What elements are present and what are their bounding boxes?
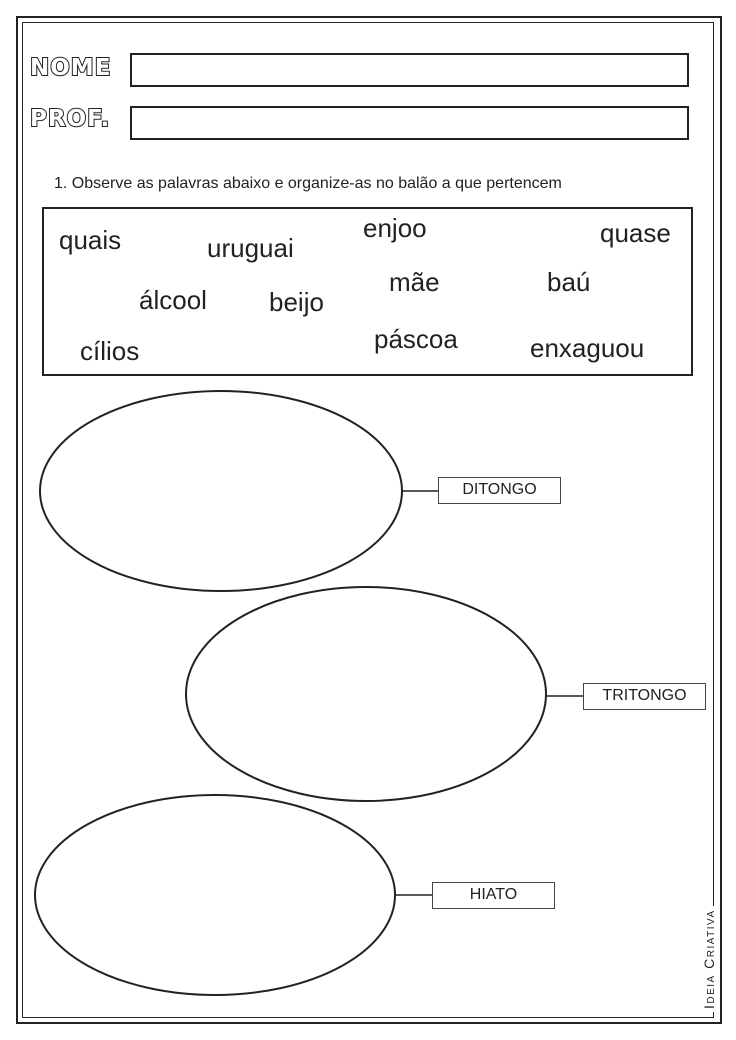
ditongo-balloon[interactable] (40, 391, 402, 591)
hiato-label: HIATO (432, 882, 555, 909)
word-item: páscoa (374, 324, 458, 354)
brand-watermark: Ideia Criativa (701, 906, 717, 1012)
word-item: quais (59, 225, 122, 255)
word-item: mãe (389, 267, 440, 297)
name-label: NOME (30, 55, 112, 81)
instruction-text: 1. Observe as palavras abaixo e organize-as no balão a que pertencem (54, 175, 562, 192)
hiato-balloon[interactable] (35, 795, 395, 995)
word-item: baú (547, 267, 591, 297)
word-item: álcool (139, 285, 207, 315)
word-item: quase (600, 218, 671, 248)
tritongo-label: TRITONGO (583, 683, 706, 710)
word-item: beijo (269, 287, 324, 317)
teacher-label: PROF. (30, 106, 111, 132)
word-item: enxaguou (530, 333, 645, 363)
word-item: uruguai (207, 233, 294, 263)
word-item: enjoo (363, 213, 427, 243)
word-item: cílios (80, 336, 140, 366)
ditongo-label: DITONGO (438, 477, 561, 504)
tritongo-balloon[interactable] (186, 587, 546, 801)
